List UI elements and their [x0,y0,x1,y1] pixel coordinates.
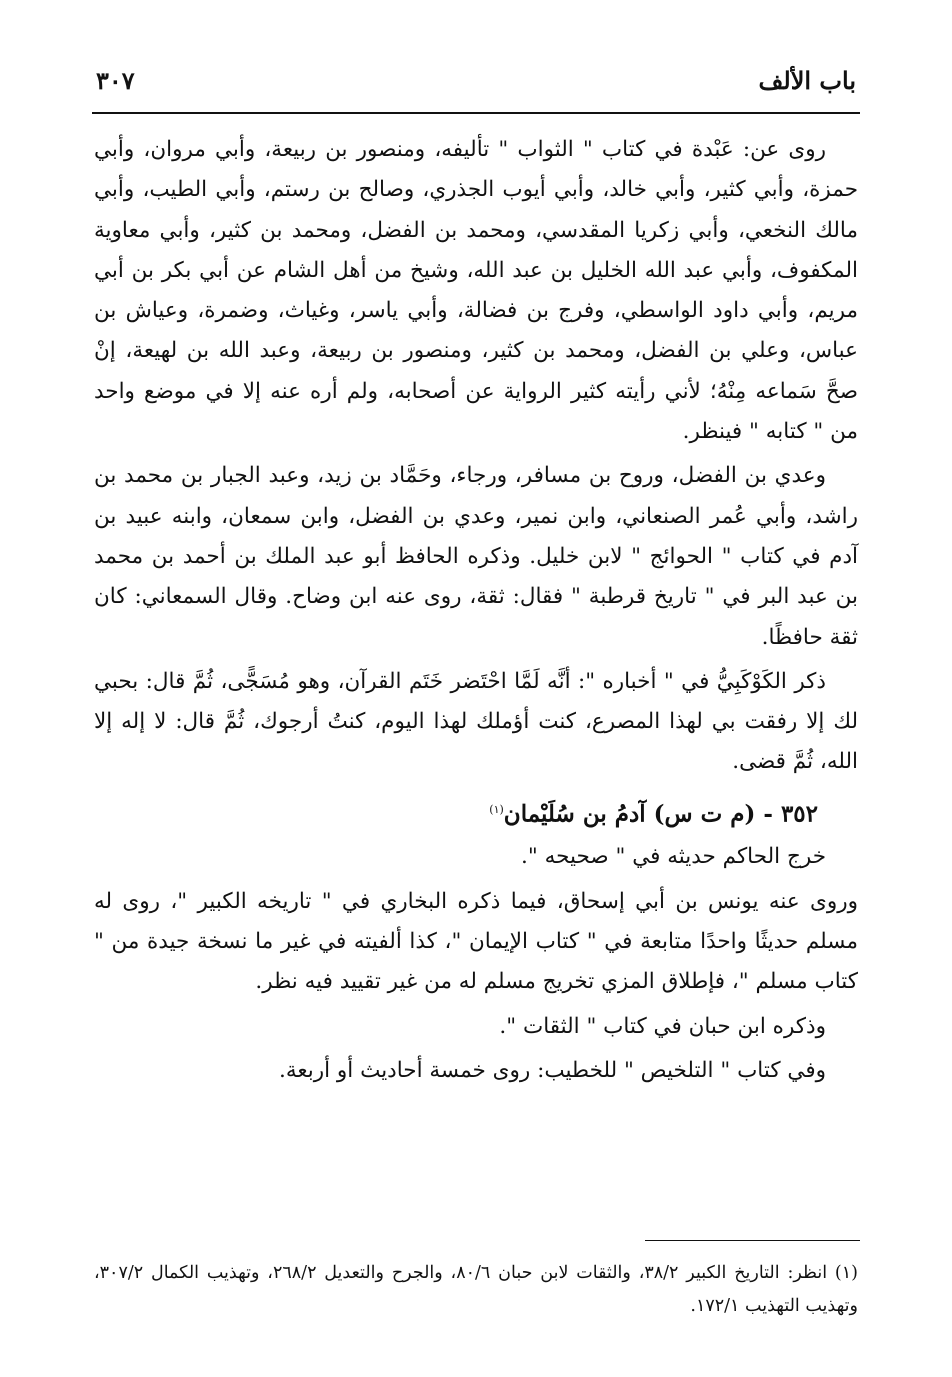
entry-heading [94,787,858,838]
footnote-divider [645,1240,860,1241]
paragraph-students: وعدي بن الفضل، وروح بن مسافر، ورجاء، وحَمَّاد بن زيد، وعبد الجبار بن محمد بن راشد، وأبي عُمر الصنعاني، وابن نمير، وعدي بن الفضل، وابن سمعان، وابنه عبيد بن آدم في كتاب " الحوائج " لابن خليل. وذكره الحافظ أبو عبد الملك بن أحمد بن محمد بن عبد البر في " تاريخ قرطبة " فقال: ثقة، روى عنه ابن وضاح. وقال السمعاني: كان ثقة حافظًا. [94,463,858,650]
entry-paragraph-bukhari: وروى عنه يونس بن أبي إسحاق، فيما ذكره البخاري في " تاريخه الكبير "، روى له مسلم حديثًا واحدًا متابعة في " كتاب الإيمان "، كذا ألفيته في غير ما نسخة جيدة من " كتاب مسلم "، فإطلاق المزي تخريج مسلم له من غير تقييد فيه نظر. [94,888,858,995]
chapter-title: باب الألف [758,66,856,95]
entry-paragraph-talkhis: وفي كتاب " التلخيص " للخطيب: روى خمسة أحاديث أو أربعة. [278,1057,826,1083]
footnote: (١) انظر: التاريخ الكبير ٣٨/٢، والثقات لابن حبان ٨٠/٦، والجرح والتعديل ٢٦٨/٢، وتهذيب الكمال ٣٠٧/٢، وتهذيب التهذيب ١٧٢/١. [94,1263,858,1316]
paragraph-death-account: ذكر الكَوْكَبِيُّ في " أخباره ": أنَّه لَمَّا احْتَضر خَتَم القرآن، وهو مُسَجًّى، ثُمَّ قال: بحبي لك إلا رفقت بي لهذا المصرع، كنت أؤملك لهذا اليوم، كنتُ أرجوك، ثُمَّ قال: لا إله إلا الله، ثُمَّ قضى. [94,668,858,775]
entry-paragraph-ibn-hibban: وذكره ابن حبان في كتاب " الثقات ". [499,1013,826,1039]
header-divider [92,112,860,114]
entry-heading-text: ٣٥٢ - (م ت س) آدمُ بن سُلَيْمان [503,800,818,828]
footnote-marker: (١) [489,802,504,816]
running-header [96,66,856,106]
main-text [94,130,858,1095]
entry-paragraph-hakim: خرج الحاكم حديثه في " صحيحه ". [521,844,826,870]
paragraph-narrated-from: روى عن: عَبْدة في كتاب " الثواب " تأليفه، ومنصور بن ربيعة، وأبي مروان، وأبي حمزة، وأبي كثير، وأبي خالد، وأبي أيوب الجذري، وصالح بن رستم، وأبي الطيب، وأبي مالك النخعي، وأبي زكريا المقدسي، ومحمد بن الفضل، ومحمد بن كثير، وأبي معاوية المكفوف، وأبي عبد الله الخليل بن عبد الله، وشيخ من أهل الشام عن أبي بكر بن أبي مريم، وأبي داود الواسطي، وفرج بن فضالة، وأبي ياسر، وغياث، وضمرة، وعياش بن عباس، وعلي بن الفضل، ومحمد بن كثير، ومنصور بن ربيعة، وعبد الله بن لهيعة، إنْ صحَّ سَماعه مِنْهُ؛ لأني رأيته كثير الرواية عن أصحابه، ولم أره عنه إلا في موضع واحد من " كتابه " فينظر. [94,137,858,445]
page-number: ٣٠٧ [96,66,135,95]
